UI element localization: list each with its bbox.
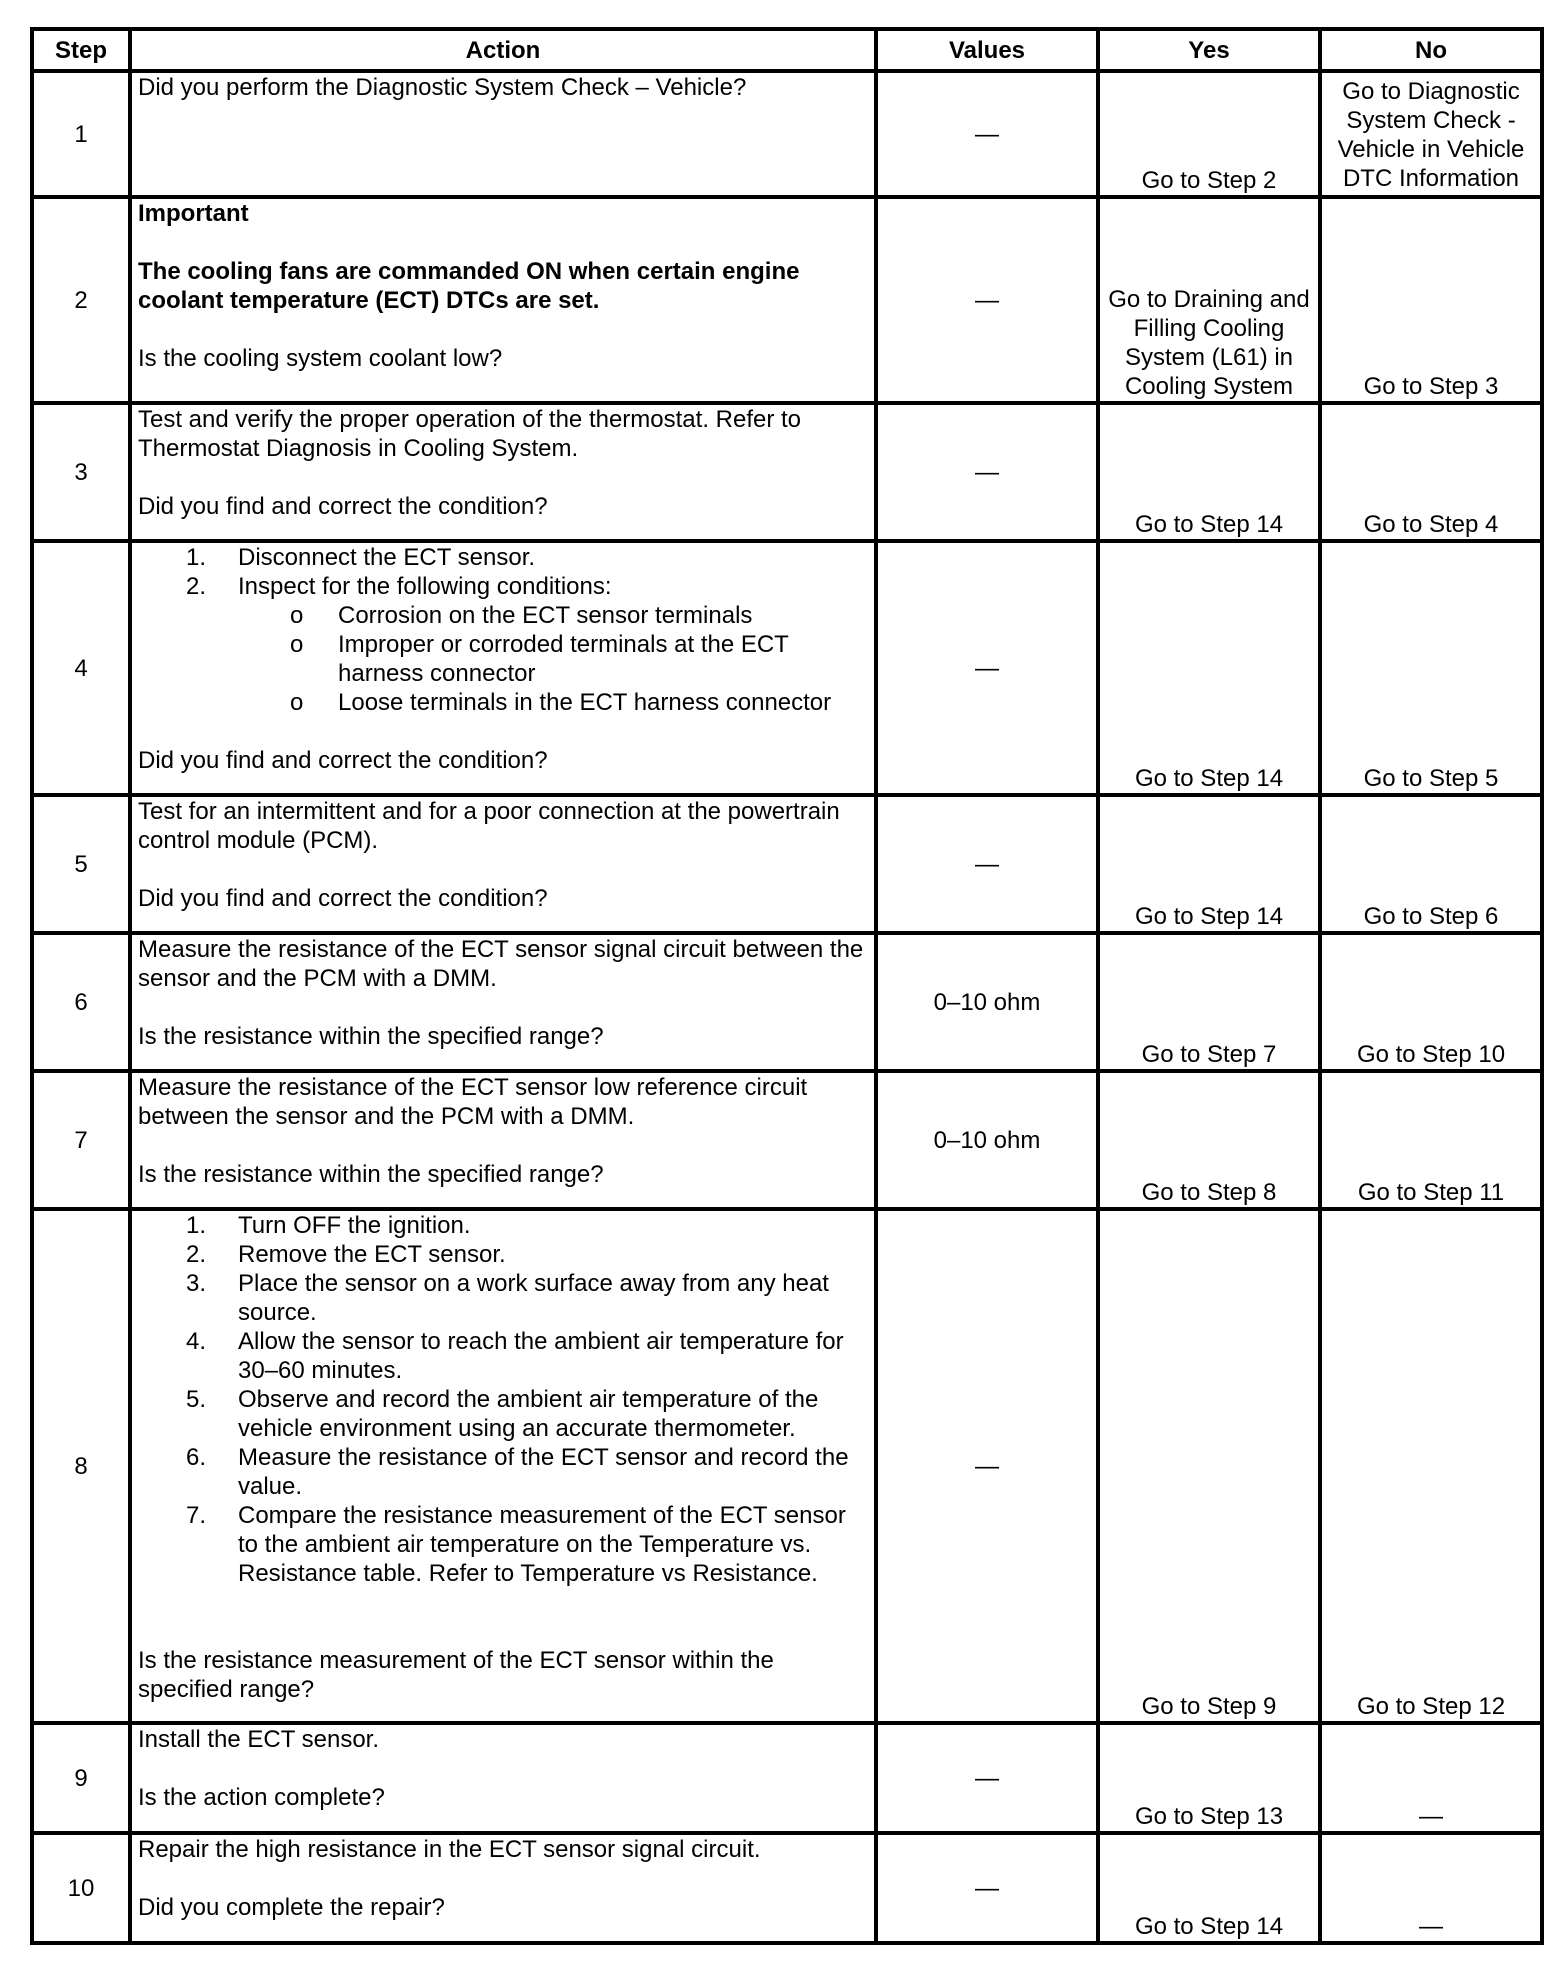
action-instruction: Repair the high resistance in the ECT sensor signal circuit.: [138, 1836, 761, 1863]
diagnostic-table: [30, 27, 1544, 1945]
list-number: 1.: [186, 544, 207, 571]
table-row: [32, 795, 1542, 933]
action-cell: [130, 1833, 876, 1943]
action-cell: [130, 1209, 876, 1723]
values-cell: —: [876, 795, 1098, 933]
list-text: Place the sensor on a work surface away from any heat source.: [238, 1270, 829, 1326]
action-question: Did you find and correct the condition?: [138, 747, 548, 774]
list-text: Measure the resistance of the ECT sensor and record the value.: [238, 1444, 849, 1500]
table-row: [32, 403, 1542, 541]
action-question: Did you complete the repair?: [138, 1894, 445, 1921]
action-question: Is the resistance measurement of the ECT sensor within the specified range?: [138, 1647, 774, 1703]
no-cell: Go to Step 12: [1320, 1209, 1542, 1723]
list-number: 1.: [186, 1212, 207, 1239]
action-instruction: Measure the resistance of the ECT sensor signal circuit between the sensor and the PCM with a DMM.: [138, 936, 864, 992]
list-text: Corrosion on the ECT sensor terminals: [338, 602, 753, 629]
yes-cell: Go to Step 14: [1098, 795, 1320, 933]
no-cell: Go to Step 3: [1320, 197, 1542, 403]
values-cell: —: [876, 1209, 1098, 1723]
bullet-icon: o: [290, 689, 304, 716]
yes-cell: Go to Step 8: [1098, 1071, 1320, 1209]
values-cell: —: [876, 197, 1098, 403]
no-cell: Go to Step 5: [1320, 541, 1542, 795]
table-row: [32, 1209, 1542, 1723]
action-question: Is the cooling system coolant low?: [138, 345, 503, 372]
action-instruction: Measure the resistance of the ECT sensor low reference circuit between the sensor and the PCM with a DMM.: [138, 1074, 808, 1130]
yes-cell: Go to Draining and Filling Cooling System (L61) in Cooling System: [1098, 197, 1320, 403]
table-row: [32, 197, 1542, 403]
list-item: [138, 1327, 868, 1385]
no-cell: —: [1320, 1833, 1542, 1943]
table-row: [32, 1723, 1542, 1833]
header-row: [32, 29, 1542, 71]
action-question: Did you find and correct the condition?: [138, 885, 548, 912]
action-instruction: Test for an intermittent and for a poor connection at the powertrain control module (PCM).: [138, 798, 840, 854]
header-values: Values: [876, 29, 1098, 71]
step-number: 9: [32, 1723, 130, 1833]
table-row: [32, 1833, 1542, 1943]
list-item: [138, 572, 868, 601]
action-instruction: Test and verify the proper operation of the thermostat. Refer to Thermostat Diagnosis in Cooling System.: [138, 406, 802, 462]
list-item: [138, 1240, 868, 1269]
action-instruction: Install the ECT sensor.: [138, 1726, 380, 1753]
header-yes: Yes: [1098, 29, 1320, 71]
no-cell: Go to Diagnostic System Check - Vehicle in Vehicle DTC Information: [1320, 71, 1542, 197]
list-number: 2.: [186, 573, 207, 600]
values-cell: —: [876, 1833, 1098, 1943]
list-item: [138, 1385, 868, 1443]
list-text: Turn OFF the ignition.: [238, 1212, 471, 1239]
list-item: [138, 688, 868, 717]
yes-cell: Go to Step 2: [1098, 71, 1320, 197]
step-number: 4: [32, 541, 130, 795]
list-number: 6.: [186, 1444, 207, 1471]
list-text: Remove the ECT sensor.: [238, 1241, 506, 1268]
list-text: Disconnect the ECT sensor.: [238, 544, 536, 571]
no-cell: Go to Step 6: [1320, 795, 1542, 933]
list-text: Improper or corroded terminals at the ECT harness connector: [338, 631, 789, 687]
no-cell: Go to Step 10: [1320, 933, 1542, 1071]
action-cell: [130, 1723, 876, 1833]
values-cell: 0–10 ohm: [876, 1071, 1098, 1209]
yes-cell: Go to Step 14: [1098, 1833, 1320, 1943]
step-number: 5: [32, 795, 130, 933]
list-item: [138, 1269, 868, 1327]
table-row: [32, 933, 1542, 1071]
action-cell: [130, 197, 876, 403]
no-cell: Go to Step 11: [1320, 1071, 1542, 1209]
list-number: 3.: [186, 1270, 207, 1297]
action-question: Is the resistance within the specified range?: [138, 1161, 604, 1188]
table-row: [32, 1071, 1542, 1209]
list-text: Allow the sensor to reach the ambient air temperature for 30–60 minutes.: [238, 1328, 844, 1384]
values-cell: —: [876, 541, 1098, 795]
action-question: Is the resistance within the specified range?: [138, 1023, 604, 1050]
yes-cell: Go to Step 9: [1098, 1209, 1320, 1723]
values-cell: —: [876, 403, 1098, 541]
action-question: Did you find and correct the condition?: [138, 493, 548, 520]
list-text: Loose terminals in the ECT harness connector: [338, 689, 832, 716]
numbered-list: [138, 543, 868, 601]
yes-cell: Go to Step 13: [1098, 1723, 1320, 1833]
step-number: 8: [32, 1209, 130, 1723]
numbered-list: [138, 1211, 868, 1588]
step-number: 7: [32, 1071, 130, 1209]
action-cell: [130, 71, 876, 197]
yes-cell: Go to Step 7: [1098, 933, 1320, 1071]
header-step: Step: [32, 29, 130, 71]
bullet-list: [138, 601, 868, 717]
list-item: [138, 1211, 868, 1240]
step-number: 6: [32, 933, 130, 1071]
table-row: [32, 71, 1542, 197]
action-cell: [130, 403, 876, 541]
bullet-icon: o: [290, 631, 304, 658]
action-question: Did you perform the Diagnostic System Check – Vehicle?: [138, 74, 747, 101]
step-number: 10: [32, 1833, 130, 1943]
step-number: 1: [32, 71, 130, 197]
no-cell: —: [1320, 1723, 1542, 1833]
action-question: Is the action complete?: [138, 1784, 385, 1811]
list-number: 4.: [186, 1328, 207, 1355]
list-item: [138, 1443, 868, 1501]
values-cell: 0–10 ohm: [876, 933, 1098, 1071]
important-text: The cooling fans are commanded ON when certain engine coolant temperature (ECT) DTCs are set.: [138, 258, 800, 314]
bullet-icon: o: [290, 602, 304, 629]
step-number: 3: [32, 403, 130, 541]
values-cell: —: [876, 1723, 1098, 1833]
list-text: Observe and record the ambient air temperature of the vehicle environment using an accurate thermometer.: [238, 1386, 819, 1442]
yes-cell: Go to Step 14: [1098, 403, 1320, 541]
list-number: 2.: [186, 1241, 207, 1268]
no-cell: Go to Step 4: [1320, 403, 1542, 541]
list-number: 7.: [186, 1502, 207, 1529]
header-no: No: [1320, 29, 1542, 71]
list-item: [138, 630, 868, 688]
values-cell: —: [876, 71, 1098, 197]
table-row: [32, 541, 1542, 795]
action-cell: [130, 933, 876, 1071]
list-text: Compare the resistance measurement of the ECT sensor to the ambient air temperature on the Temperature vs. Resistance table. Refer to Temperature vs Resistance.: [238, 1502, 846, 1587]
list-item: [138, 1501, 868, 1588]
yes-cell: Go to Step 14: [1098, 541, 1320, 795]
action-cell: [130, 795, 876, 933]
list-number: 5.: [186, 1386, 207, 1413]
important-label: Important: [138, 200, 249, 227]
list-text: Inspect for the following conditions:: [238, 573, 612, 600]
step-number: 2: [32, 197, 130, 403]
header-action: Action: [130, 29, 876, 71]
action-cell: [130, 1071, 876, 1209]
list-item: [138, 601, 868, 630]
list-item: [138, 543, 868, 572]
action-cell: [130, 541, 876, 795]
